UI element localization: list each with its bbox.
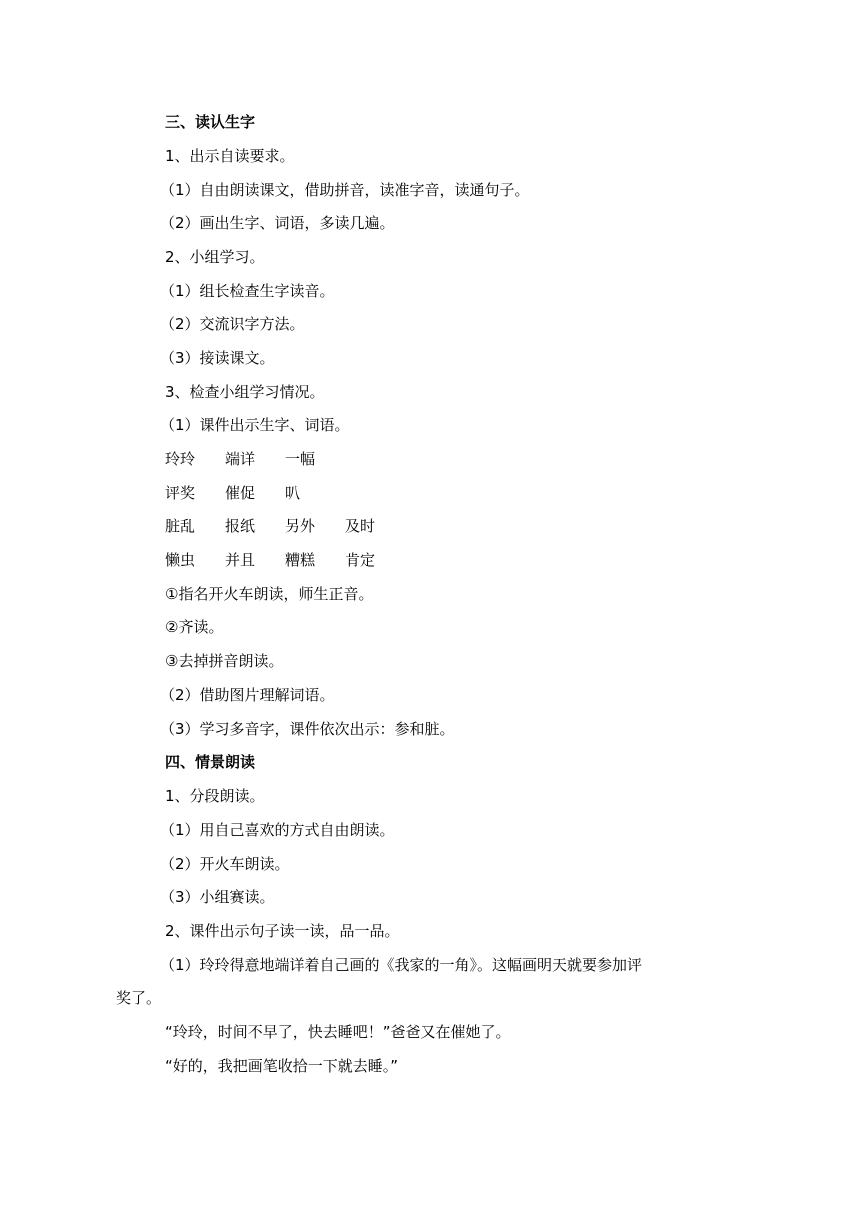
paragraph-line: （1）玲玲得意地端详着自己画的《我家的一角》。这幅画明天就要参加评 [160,956,643,974]
vocab-word: 脏乱 [165,517,196,535]
list-item: （1）组长检查生字读音。 [160,282,335,300]
list-item: 2、课件出示句子读一读，品一品。 [165,922,400,940]
vocab-word: 端详 [225,450,256,468]
list-item: 1、分段朗读。 [165,787,265,805]
vocab-word: 糟糕 [285,551,316,569]
list-item: （2）借助图片理解词语。 [160,686,335,704]
word-row [165,449,345,469]
vocab-word: 懒虫 [165,551,196,569]
word-row [165,550,405,570]
list-item: 2、小组学习。 [165,248,265,266]
section-heading-read-characters: 三、读认生字 [165,113,256,131]
vocab-word: 及时 [345,517,376,535]
vocab-word: 肯定 [345,551,376,569]
vocab-word: 并且 [225,551,256,569]
vocab-word: 玲玲 [165,450,196,468]
vocab-word: 催促 [225,484,256,502]
quote-line: “好的，我把画笔收拾一下就去睡。” [165,1057,399,1075]
list-item: （2）交流识字方法。 [160,315,305,333]
list-item: （3）学习多音字，课件依次出示：参和脏。 [160,720,455,738]
vocab-word: 报纸 [225,517,256,535]
list-item: （2）开火车朗读。 [160,855,290,873]
list-item: （2）画出生字、词语，多读几遍。 [160,214,395,232]
list-item: （1）课件出示生字、词语。 [160,416,350,434]
list-item: 1、出示自读要求。 [165,147,295,165]
vocab-word: 叭 [285,484,301,502]
list-item: （1）用自己喜欢的方式自由朗读。 [160,821,395,839]
vocab-word: 另外 [285,517,316,535]
list-item: （3）接读课文。 [160,349,275,367]
section-heading-situational-reading: 四、情景朗读 [165,753,256,771]
word-row [165,516,405,536]
quote-line: “玲玲，时间不早了，快去睡吧！”爸爸又在催她了。 [165,1023,511,1041]
list-item: 3、检查小组学习情况。 [165,383,325,401]
list-item: （3）小组赛读。 [160,888,275,906]
paragraph-line: 奖了。 [116,989,162,1007]
list-item: ②齐读。 [165,618,224,636]
list-item: ③去掉拼音朗读。 [165,652,284,670]
word-row [165,483,345,503]
vocab-word: 评奖 [165,484,196,502]
vocab-word: 一幅 [285,450,316,468]
list-item: （1）自由朗读课文，借助拼音，读准字音，读通句子。 [160,181,530,199]
list-item: ①指名开火车朗读，师生正音。 [165,585,374,603]
